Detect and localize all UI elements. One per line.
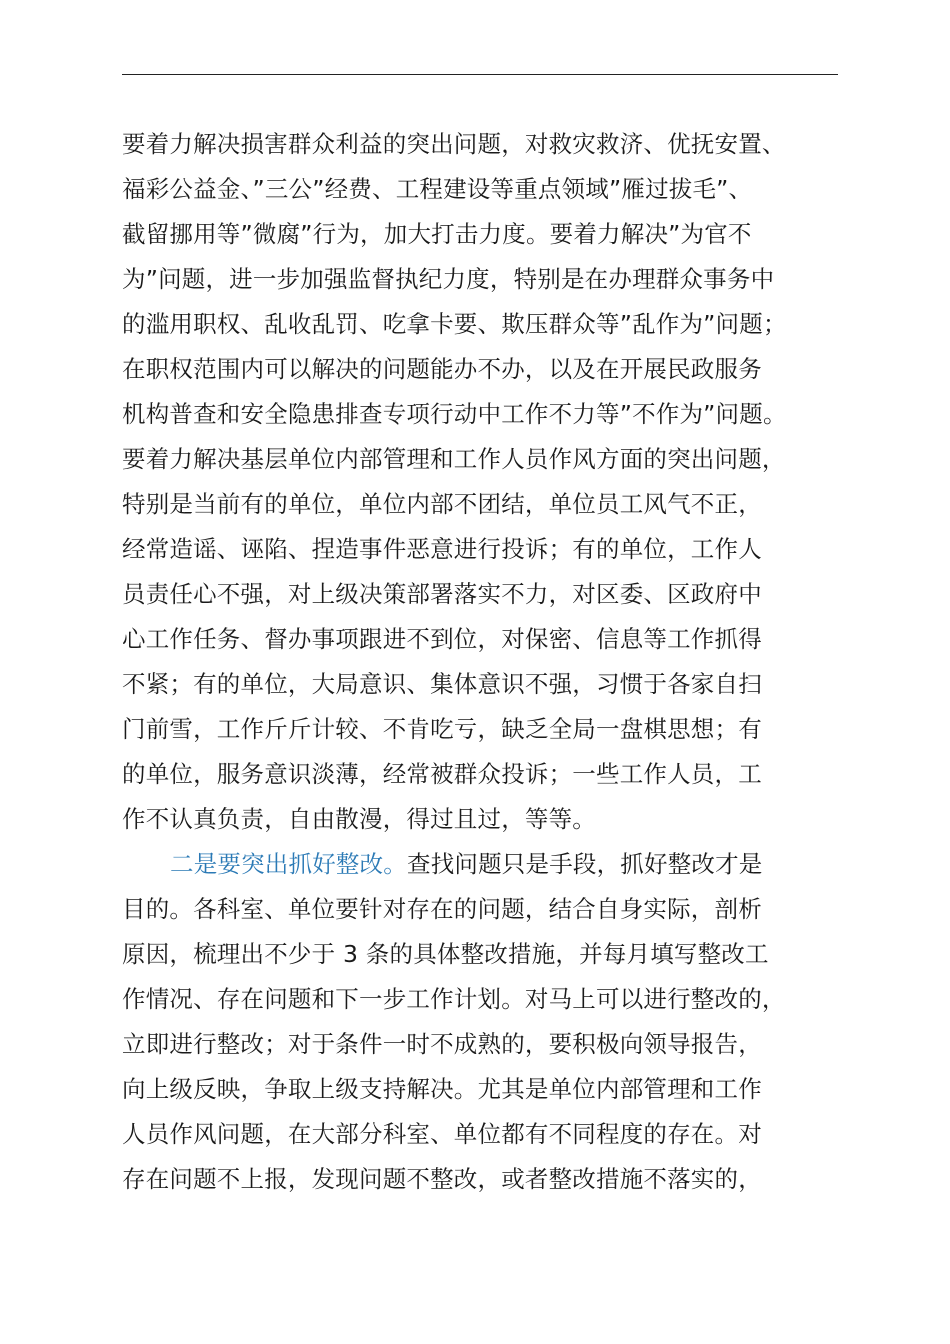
text-line: 作情况、存在问题和下一步工作计划。对马上可以进行整改的， xyxy=(122,985,786,1013)
text-line: 门前雪，工作斤斤计较、不肯吃亏，缺乏全局一盘棋思想；有 xyxy=(122,715,762,743)
text-line: 存在问题不上报，发现问题不整改，或者整改措施不落实的， xyxy=(122,1165,762,1193)
text-line: 原因，梳理出不少于 3 条的具体整改措施，并每月填写整改工 xyxy=(122,940,769,968)
text-line: 作不认真负责，自由散漫，得过且过，等等。 xyxy=(122,805,596,833)
section-heading: 二是要突出抓好整改。 xyxy=(170,850,407,878)
section-first-line-text: 查找问题只是手段，抓好整改才是 xyxy=(407,850,763,878)
text-line: 截留挪用等”微腐”行为，加大打击力度。要着力解决”为官不 xyxy=(122,220,752,248)
header-rule xyxy=(122,74,838,75)
text-line: 目的。各科室、单位要针对存在的问题，结合自身实际，剖析 xyxy=(122,895,762,923)
text-line: 经常造谣、诬陷、捏造事件恶意进行投诉；有的单位，工作人 xyxy=(122,535,762,563)
document-body xyxy=(122,122,862,1202)
section-first-line xyxy=(122,842,862,887)
text-line: 特别是当前有的单位，单位内部不团结，单位员工风气不正， xyxy=(122,490,762,518)
text-line: 为”问题，进一步加强监督执纪力度，特别是在办理群众事务中 xyxy=(122,265,775,293)
text-line: 在职权范围内可以解决的问题能办不办，以及在开展民政服务 xyxy=(122,355,762,383)
text-line: 福彩公益金、”三公”经费、工程建设等重点领域”雁过拔毛”、 xyxy=(122,175,753,203)
text-line: 向上级反映，争取上级支持解决。尤其是单位内部管理和工作 xyxy=(122,1075,762,1103)
text-line: 立即进行整改；对于条件一时不成熟的，要积极向领导报告， xyxy=(122,1030,762,1058)
text-line: 不紧；有的单位，大局意识、集体意识不强，习惯于各家自扫 xyxy=(122,670,762,698)
text-line: 要着力解决损害群众利益的突出问题，对救灾救济、优抚安置、 xyxy=(122,130,786,158)
text-line: 要着力解决基层单位内部管理和工作人员作风方面的突出问题， xyxy=(122,445,786,473)
text-line: 的单位，服务意识淡薄，经常被群众投诉；一些工作人员，工 xyxy=(122,760,762,788)
text-line: 人员作风问题，在大部分科室、单位都有不同程度的存在。对 xyxy=(122,1120,762,1148)
text-line: 心工作任务、督办事项跟进不到位，对保密、信息等工作抓得 xyxy=(122,625,762,653)
text-line: 的滥用职权、乱收乱罚、吃拿卡要、欺压群众等”乱作为”问题； xyxy=(122,310,787,338)
text-line: 员责任心不强，对上级决策部署落实不力，对区委、区政府中 xyxy=(122,580,762,608)
text-line: 机构普查和安全隐患排查专项行动中工作不力等”不作为”问题。 xyxy=(122,400,787,428)
